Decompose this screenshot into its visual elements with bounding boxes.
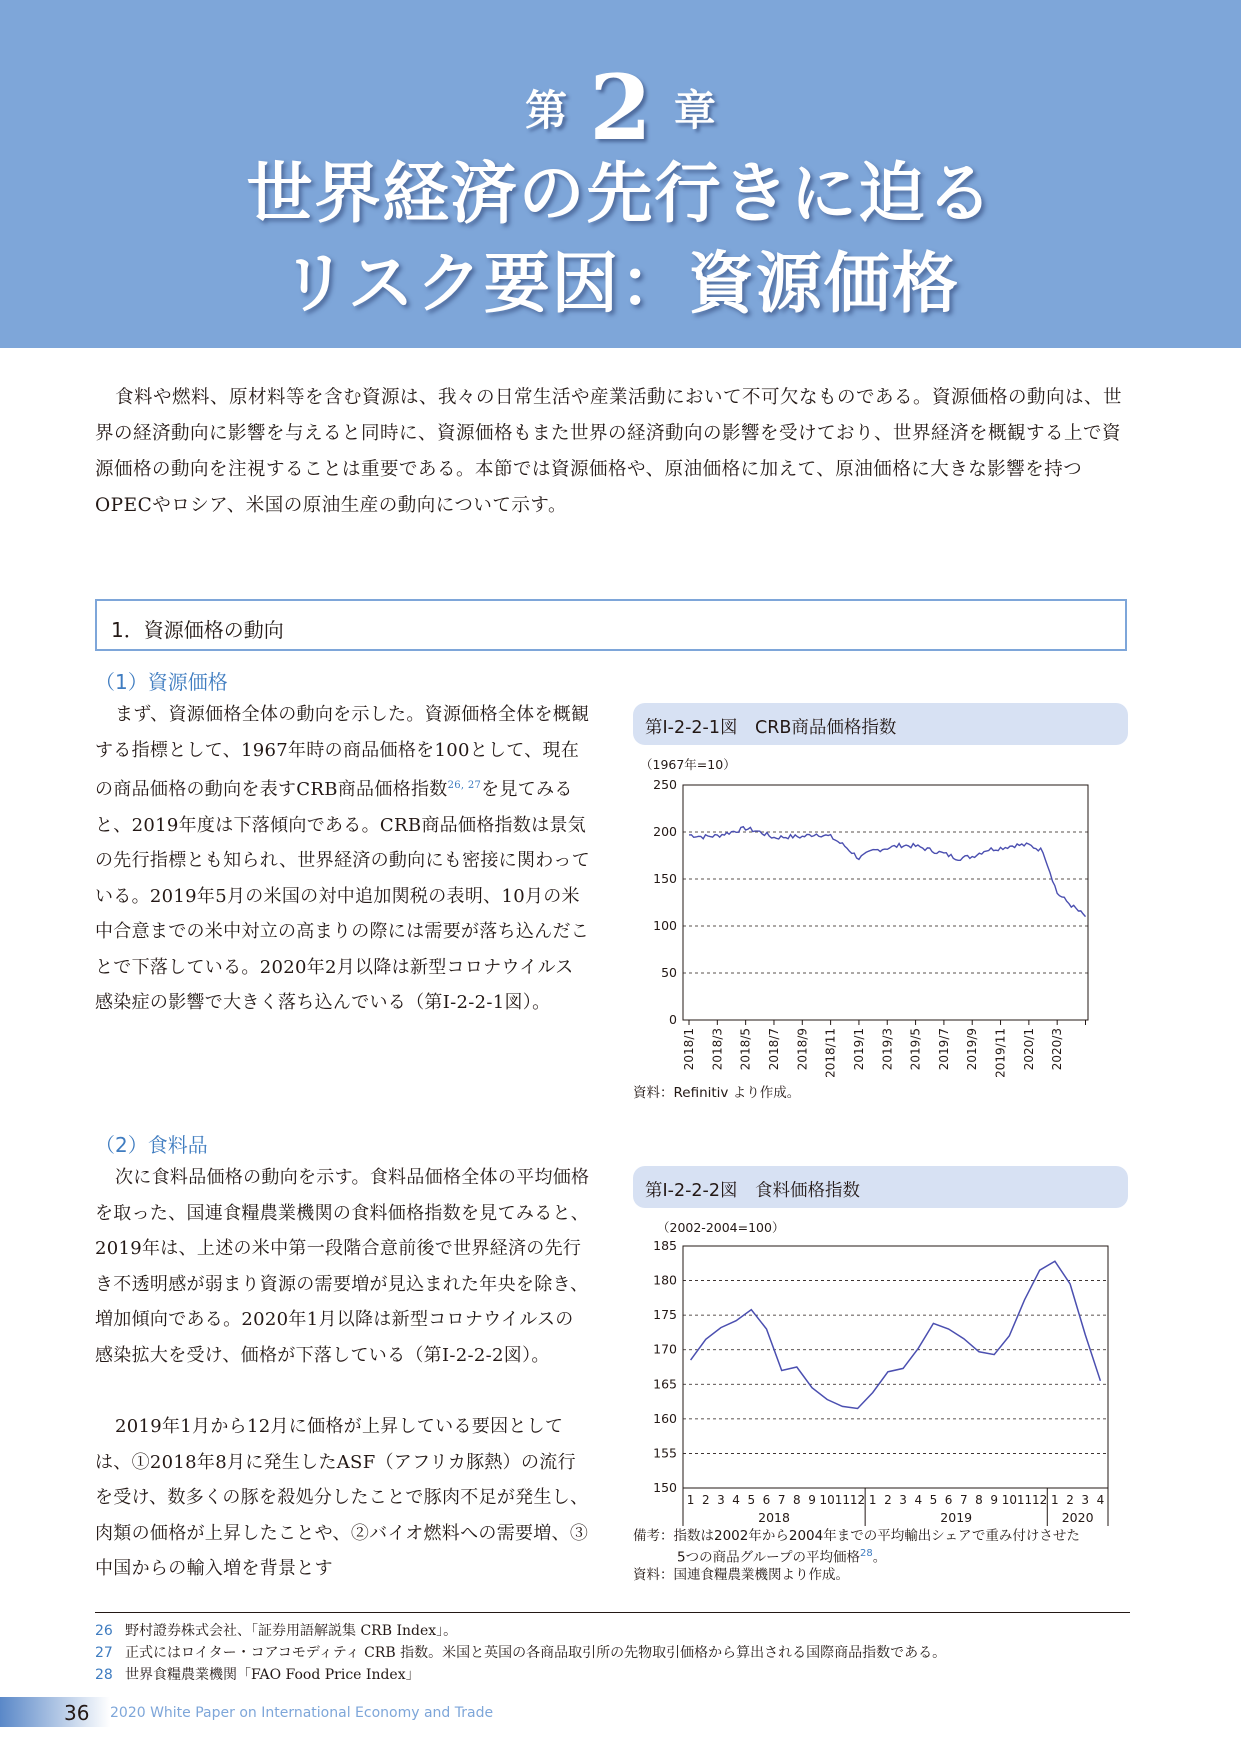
- figure2-note-line1: 備考：指数は2002年から2004年までの平均輸出シェアで重み付けさせた: [633, 1528, 1080, 1544]
- figure2-caption-box: [633, 1166, 1128, 1208]
- x-tick-label: 2019/7: [936, 1028, 951, 1071]
- figure1-caption: 第Ⅰ-2-2-1図 CRB商品価格指数: [645, 718, 897, 738]
- footnote-number: 26: [95, 1623, 113, 1639]
- y-tick-label: 150: [653, 871, 677, 886]
- x-tick-label: 2018/9: [795, 1028, 810, 1071]
- x-tick-label: 6: [944, 1493, 953, 1507]
- x-tick-label: 2: [1066, 1493, 1074, 1507]
- x-tick-label: 7: [777, 1493, 786, 1507]
- footnote-text: 世界食糧農業機関「FAO Food Price Index」: [125, 1667, 420, 1683]
- figure2-note: [633, 1528, 1133, 1584]
- y-tick-label: 155: [653, 1445, 677, 1461]
- figure2-note-end: 。: [872, 1549, 887, 1566]
- x-tick-label: 5: [747, 1493, 756, 1507]
- x-tick-label: 8: [975, 1493, 983, 1507]
- x-tick-label: 2018/3: [710, 1028, 725, 1071]
- x-tick-label: 2: [884, 1493, 892, 1507]
- x-tick-label: 2019/11: [993, 1028, 1008, 1078]
- figure2-source: 資料：国連食糧農業機関より作成。: [633, 1566, 849, 1583]
- x-tick-label: 2019/3: [880, 1028, 895, 1071]
- chapter-title-line2: リスク要因：資源価格: [281, 245, 960, 322]
- plot-frame: [683, 1246, 1108, 1488]
- section-title: 1．資源価格の動向: [111, 618, 284, 642]
- x-tick-label: 4: [1096, 1493, 1105, 1507]
- chapter-title-line1: 世界経済の先行きに迫る: [246, 155, 995, 232]
- x-tick-label: 1: [868, 1493, 877, 1507]
- x-tick-label: 6: [762, 1493, 771, 1507]
- plot-frame: [683, 785, 1088, 1020]
- x-tick-label: 3: [717, 1493, 725, 1507]
- x-tick-label: 2020/3: [1050, 1028, 1065, 1071]
- x-tick-label: 2018/5: [738, 1028, 753, 1071]
- footnote-ref[interactable]: 26, 27: [447, 780, 482, 791]
- footnote-26: [95, 1620, 457, 1640]
- x-tick-label: 2018/7: [766, 1028, 781, 1071]
- y-tick-label: 160: [653, 1410, 677, 1426]
- section-heading-box: [95, 599, 1127, 651]
- x-tick-label: 11: [1016, 1493, 1033, 1507]
- y-axis-unit: （2002-2004=100）: [657, 1220, 785, 1235]
- food-paragraph-2: [95, 1409, 590, 1587]
- x-tick-label: 4: [732, 1493, 740, 1507]
- footnote-text: 正式にはロイター・コアコモディティ CRB 指数。米国と英国の各商品取引所の先物取引価格から算出される国際商品指数である。: [125, 1645, 947, 1661]
- x-tick-label: 1: [1051, 1493, 1059, 1507]
- y-tick-label: 50: [661, 965, 677, 980]
- chapter-prefix: 第: [525, 86, 568, 135]
- food-price-chart: [633, 1218, 1133, 1528]
- x-tick-label: 10: [1001, 1493, 1017, 1507]
- y-tick-label: 180: [653, 1272, 677, 1288]
- x-year-label: 2020: [1061, 1510, 1094, 1525]
- y-tick-label: 200: [653, 824, 677, 839]
- x-tick-label: 2018/11: [823, 1028, 838, 1078]
- crb-series-line: [689, 827, 1086, 917]
- footnote-28: [95, 1664, 420, 1684]
- footnote-divider: [95, 1612, 1130, 1613]
- chapter-digit: 2: [589, 55, 652, 161]
- page-number-bar: [0, 1697, 110, 1727]
- y-tick-label: 170: [653, 1341, 677, 1357]
- x-tick-label: 3: [1081, 1493, 1090, 1507]
- y-tick-label: 165: [653, 1376, 677, 1392]
- food-text-1: 次に食料品価格の動向を示す。食料品価格全体の平均価格を取った、国連食糧農業機関の食料価格指数を見てみると、2019年は、上述の米中第一段階合意前後で世界経済の先行き不透明感が弱まり資源の需要増が見込まれた年央を除き、増加傾向である。2020年1月以降は新型コロナウイルスの感染拡大を受け、価格が下落している（第Ⅰ-2-2-2図）。: [95, 1167, 590, 1366]
- figure1-caption-box: [633, 703, 1128, 745]
- figure1-source: 資料：Refinitiv より作成。: [633, 1085, 801, 1101]
- x-year-label: 2019: [940, 1510, 973, 1525]
- y-tick-label: 0: [669, 1012, 677, 1027]
- subsection-heading-resources: （1）資源価格: [95, 670, 228, 694]
- resource-paragraph: [95, 697, 590, 1021]
- x-tick-label: 11: [834, 1493, 851, 1507]
- footnote-27: [95, 1642, 946, 1662]
- figure2-caption: 第Ⅰ-2-2-2図 食料価格指数: [645, 1181, 861, 1201]
- x-tick-label: 9: [990, 1493, 998, 1507]
- x-tick-label: 12: [849, 1493, 866, 1507]
- footnote-number: 28: [95, 1667, 113, 1683]
- x-tick-label: 5: [929, 1493, 938, 1507]
- y-tick-label: 150: [653, 1480, 677, 1495]
- figure2-note-line2-wrap: [633, 1545, 1133, 1567]
- x-tick-label: 12: [1032, 1493, 1048, 1507]
- x-tick-label: 8: [793, 1493, 801, 1507]
- y-tick-label: 175: [653, 1307, 677, 1323]
- intro-paragraph: 食料や燃料、原材料等を含む資源は、我々の日常生活や産業活動において不可欠なものである。資源価格の動向は、世界の経済動向に影響を与えると同時に、資源価格もまた世界の経済動向の影響を受けており、世界経済を概観する上で資源価格の動向を注視することは重要である。本節では資源価格や、原油価格に加えて、原油価格に大きな影響を持つOPECやロシア、米国の原油生産の動向について示す。: [95, 387, 1123, 516]
- resource-text-b: を見てみると、2019年度は下落傾向である。CRB商品価格指数は景気の先行指標とも知られ、世界経済の動向にも密接に関わっている。2019年5月の米国の対中追加関税の表明、10月の米中合意までの米中対立の高まりの際には需要が落ち込んだことで下落している。2020年2月以降は新型コロナウイルス感染症の影響で大きく落ち込んでいる（第Ⅰ-2-2-1図）。: [95, 779, 590, 1013]
- x-tick-label: 1: [686, 1493, 695, 1507]
- x-tick-label: 2020/1: [1021, 1028, 1036, 1071]
- publication-title: 2020 White Paper on International Economy and Trade: [110, 1705, 494, 1721]
- x-tick-label: 2019/9: [965, 1028, 980, 1071]
- page-number: 36: [64, 1701, 90, 1725]
- y-tick-label: 185: [653, 1238, 677, 1253]
- chapter-suffix: 章: [673, 86, 716, 135]
- figure2-note-line2: 5つの商品グループの平均価格: [677, 1549, 861, 1566]
- x-tick-label: 2018/1: [682, 1028, 696, 1071]
- x-tick-label: 2019/5: [908, 1028, 923, 1071]
- crb-chart: [633, 755, 1133, 1085]
- x-year-label: 2018: [758, 1510, 790, 1525]
- food-text-2: 2019年1月から12月に価格が上昇している要因としては、①2018年8月に発生したASF（アフリカ豚熱）の流行を受け、数多くの豚を殺処分したことで豚肉不足が発生し、肉類の価格が上昇したことや、②バイオ燃料への需要増、③中国からの輸入増を背景とす: [95, 1416, 589, 1579]
- footnote-ref[interactable]: 28: [860, 1548, 873, 1559]
- resource-text-a: まず、資源価格全体の動向を示した。資源価格全体を概観する指標として、1967年時の商品価格を100として、現在の商品価格の動向を表すCRB商品価格指数: [95, 704, 590, 800]
- x-tick-label: 10: [819, 1493, 835, 1507]
- food-paragraph-1: [95, 1160, 590, 1373]
- footnote-text: 野村證券株式会社、「証券用語解説集 CRB Index」。: [125, 1623, 458, 1639]
- x-tick-label: 2: [701, 1493, 710, 1507]
- food-series-line: [691, 1261, 1101, 1408]
- y-tick-label: 250: [653, 777, 677, 792]
- x-tick-label: 4: [914, 1493, 923, 1507]
- x-tick-label: 7: [959, 1493, 968, 1507]
- subsection-heading-food: （2）食料品: [95, 1133, 208, 1157]
- y-axis-unit: （1967年=10）: [640, 757, 736, 772]
- x-tick-label: 9: [808, 1493, 816, 1507]
- footnote-number: 27: [95, 1645, 113, 1661]
- y-tick-label: 100: [653, 918, 677, 933]
- x-tick-label: 2019/1: [851, 1028, 866, 1071]
- x-tick-label: 3: [899, 1493, 907, 1507]
